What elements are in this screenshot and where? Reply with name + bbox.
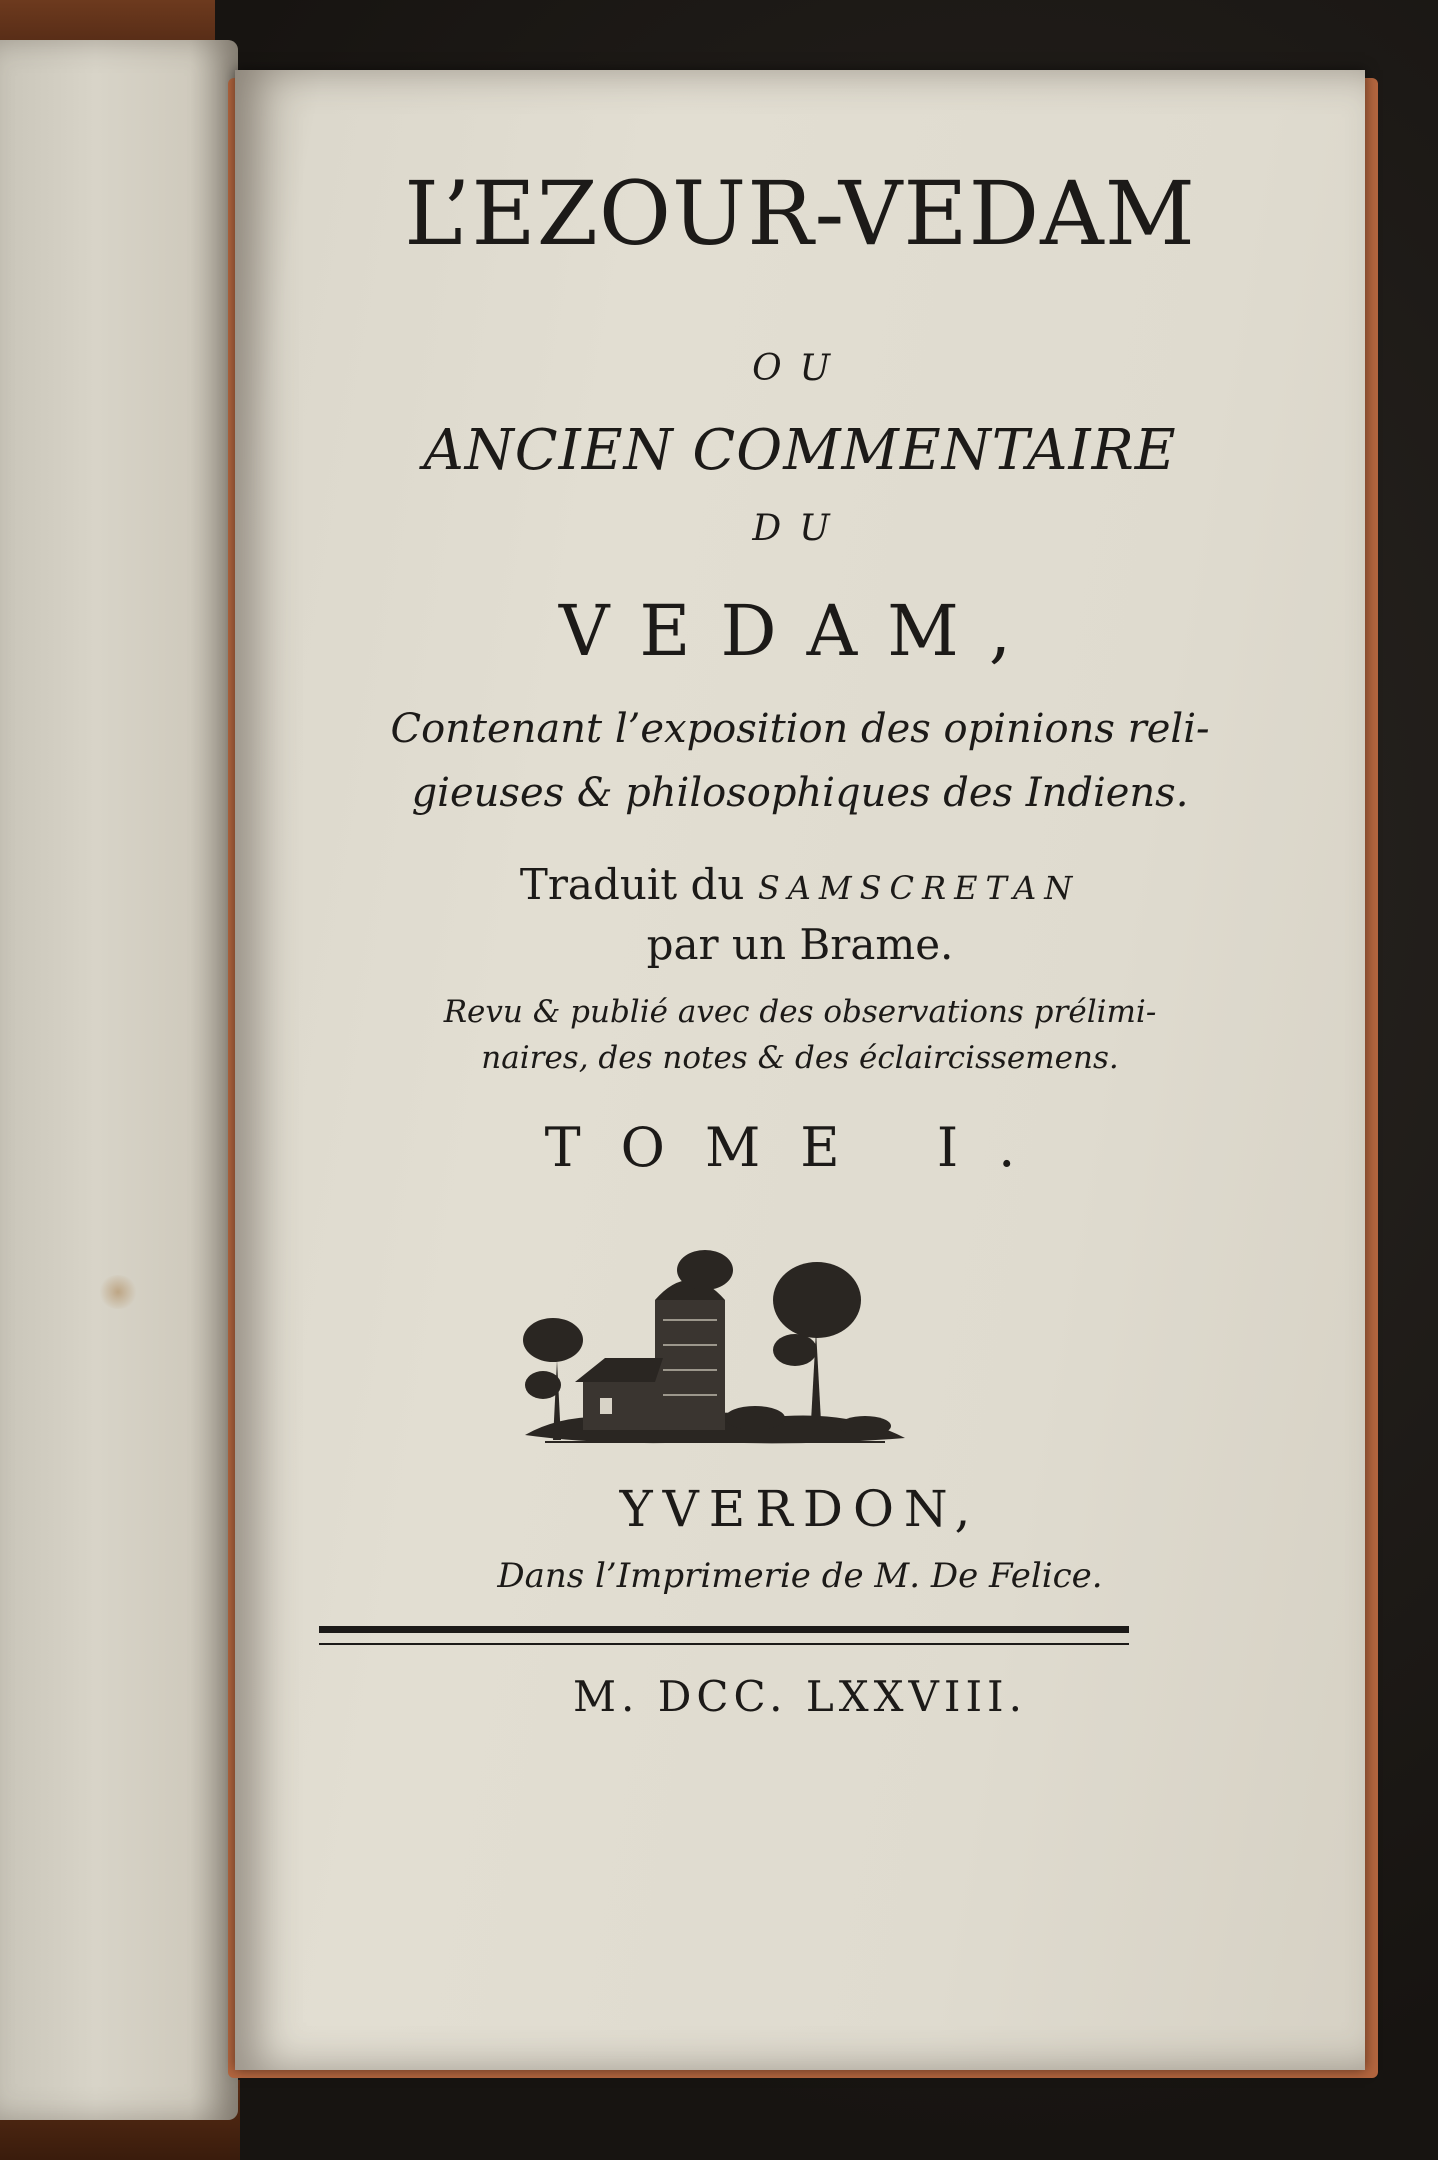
place-of-publication: YVERDON, [619,1480,981,1538]
left-endpaper [0,40,238,2120]
right-tree-foliage [773,1334,817,1366]
woodcut-landscape-icon [505,1150,925,1470]
main-title: L’EZOUR-VEDAM [404,162,1196,265]
left-tree-trunk [553,1360,561,1440]
title-page [235,70,1365,2070]
title-connector-du: DU [752,508,848,549]
contents-description-line1: Contenant l’exposition des opinions reli- [390,706,1210,752]
translation-note [235,860,1365,909]
title-connector-ou: OU [752,348,848,389]
revision-note-line2: naires, des notes & des éclaircissemens. [481,1040,1119,1076]
bush [839,1416,891,1436]
left-tree-crown [523,1318,583,1362]
house-wall [583,1380,655,1430]
double-rule-thick [319,1626,1129,1633]
translator-note: par un Brame. [646,920,954,969]
tower-ivy [677,1250,733,1290]
house-window [600,1398,612,1414]
publication-date: M. DCC. LXXVIII. [572,1672,1027,1721]
contents-description-line2: gieuses & philosophiques des Indiens. [411,770,1189,816]
revision-note-line1: Revu & publié avec des observations prélimi- [443,994,1157,1030]
bush [725,1406,785,1430]
printer-line: Dans l’Imprimerie de M. De Felice. [497,1556,1103,1596]
house-roof [575,1358,663,1382]
vedam-title: VEDAM, [558,590,1042,672]
subtitle: ANCIEN COMMENTAIRE [423,418,1177,483]
volume-number: TOME I. [544,1116,1056,1179]
left-tree-foliage [525,1371,561,1399]
translation-language: SAMSCRETAN [757,869,1081,907]
double-rule-thin [319,1643,1129,1645]
right-tree-crown [773,1262,861,1338]
translation-prefix: Traduit du [519,860,758,909]
foxing-stain [98,1275,138,1309]
